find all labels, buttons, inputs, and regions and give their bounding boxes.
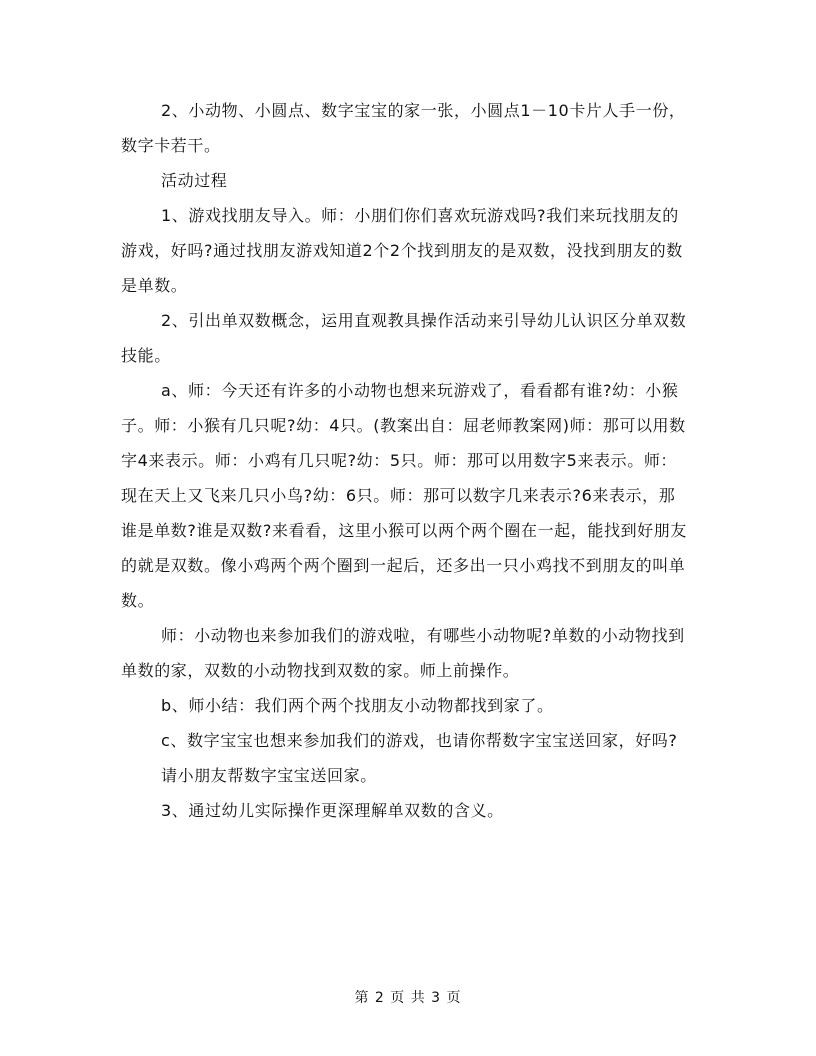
paragraph-step-3: 3、通过幼儿实际操作更深理解单双数的含义。 (161, 801, 504, 820)
page-number: 第 2 页 共 3 页 (354, 990, 462, 1006)
paragraph-teacher-animals: 师：小动物也来参加我们的游戏啦，有哪些小动物呢?单数的小动物找到单数的家，双数的小动物找到双数的家。师上前操作。 (121, 626, 685, 680)
paragraph-send-home: 请小朋友帮数字宝宝送回家。 (161, 766, 377, 785)
section-heading-activity-process: 活动过程 (161, 171, 228, 190)
paragraph-step-2a: a、师：今天还有许多的小动物也想来玩游戏了，看看都有谁?幼：小猴子。师：小猴有几只呢?幼：4只。(教案出自：屈老师教案网)师：那可以用数字4来表示。师：小鸡有几只呢?幼：5只。师：那可以用数字5来表示。师：现在天上又飞来几只小鸟?幼：6只。师：那可以数字几来表示?6来表示，那谁是单数?谁是双数?来看看，这里小猴可以两个两个圈在一起，能找到好朋友的就是双数。像小鸡两个两个圈到一起后，还多出一只小鸡找不到朋友的叫单数。 (121, 381, 687, 610)
paragraph-step-1: 1、游戏找朋友导入。师：小朋们你们喜欢玩游戏吗?我们来玩找朋友的游戏，好吗?通过找朋友游戏知道2个2个找到朋友的是双数，没找到朋友的数是单数。 (121, 206, 683, 295)
paragraph-step-2c: c、数字宝宝也想来参加我们的游戏，也请你帮数字宝宝送回家，好吗? (161, 731, 678, 750)
paragraph-materials: 2、小动物、小圆点、数字宝宝的家一张，小圆点1－10卡片人手一份，数字卡若干。 (121, 101, 686, 155)
document-body (121, 93, 691, 828)
paragraph-step-2b: b、师小结：我们两个两个找朋友小动物都找到家了。 (161, 696, 554, 715)
page-footer (0, 987, 816, 1007)
paragraph-step-2: 2、引出单双数概念，运用直观教具操作活动来引导幼儿认识区分单双数技能。 (121, 311, 687, 365)
